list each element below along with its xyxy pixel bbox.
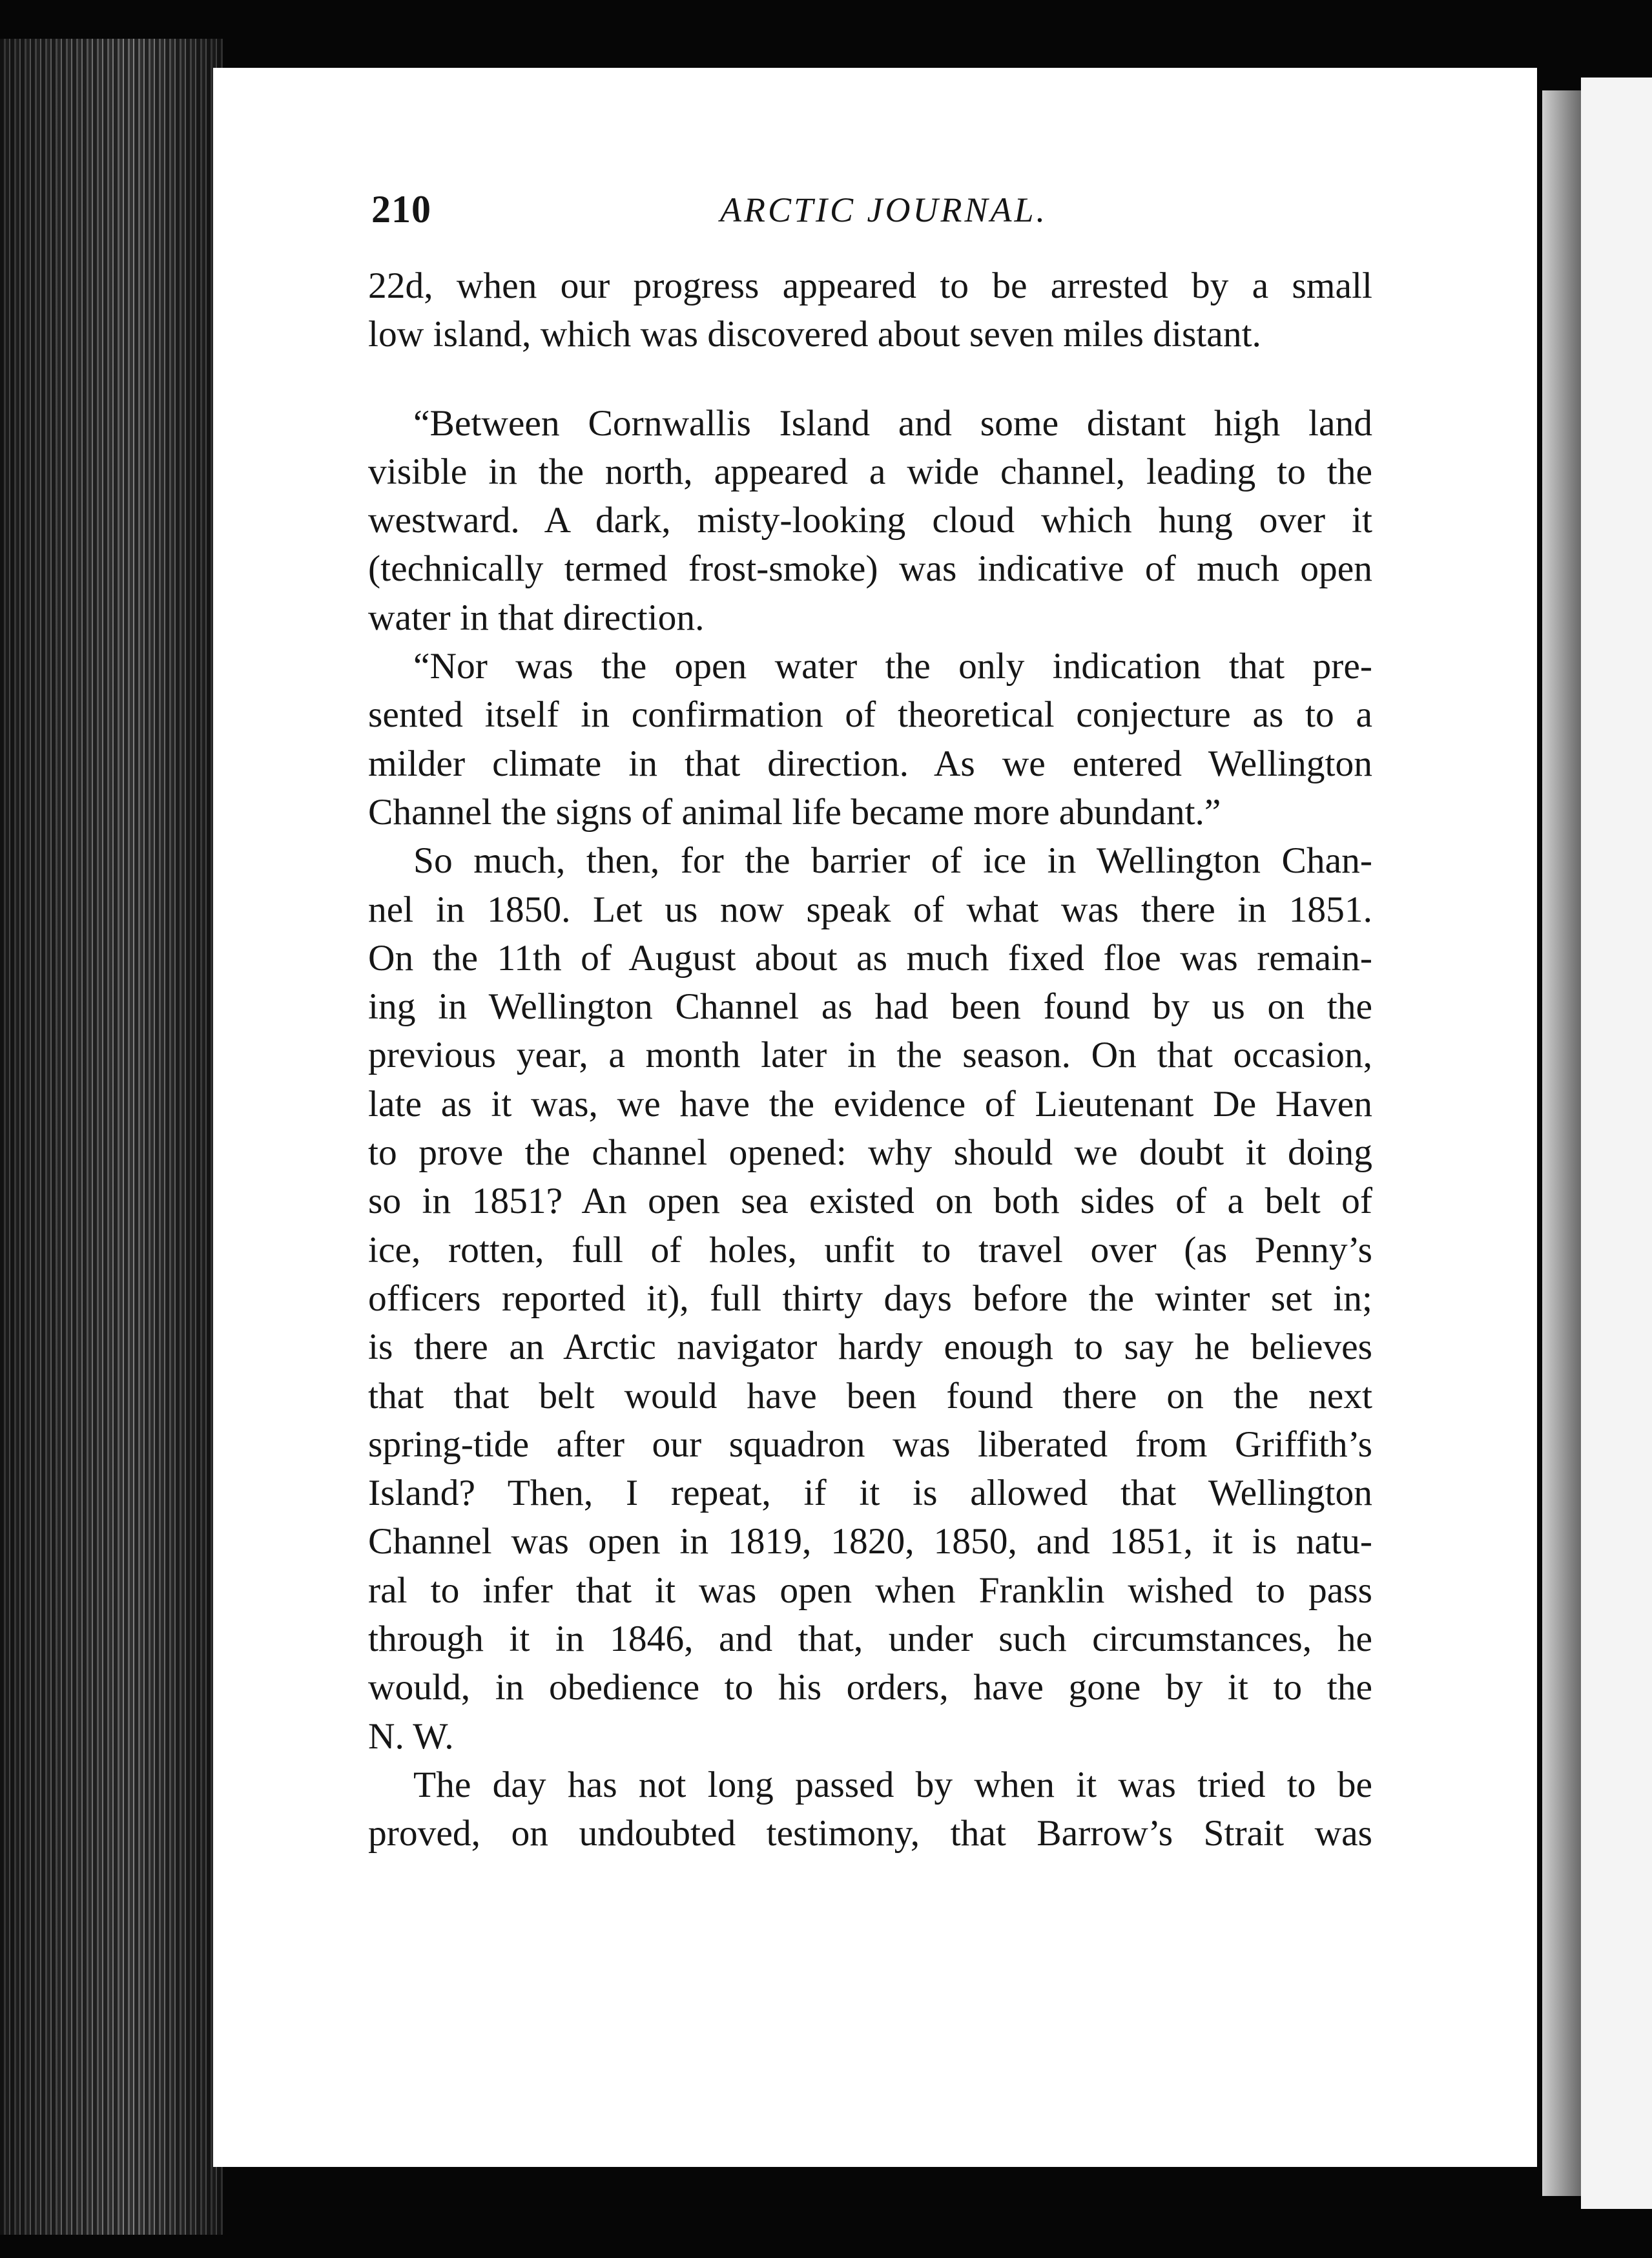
text-line: nel in 1850. Let us now speak of what was there in 1851. — [368, 889, 1372, 930]
running-head: ARCTIC JOURNAL. — [720, 191, 1048, 229]
book-page — [213, 68, 1537, 2167]
paragraph — [368, 399, 1372, 642]
text-line: On the 11th of August about as much fixed floe was remain- — [368, 937, 1372, 979]
text-line: 22d, when our progress appeared to be arrested by a small — [368, 265, 1372, 306]
text-line: “Between Cornwallis Island and some distant high land — [413, 402, 1372, 444]
text-line: through it in 1846, and that, under such circumstances, he — [368, 1619, 1372, 1660]
text-line: Channel was open in 1819, 1820, 1850, and 1851, it is natu- — [368, 1521, 1372, 1562]
text-line: would, in obedience to his orders, have gone by it to the — [368, 1667, 1372, 1708]
text-line: visible in the north, appeared a wide channel, leading to the — [368, 451, 1372, 492]
paragraph — [368, 836, 1372, 1761]
paragraph — [368, 642, 1372, 836]
text-line: (technically termed frost-smoke) was indicative of much open — [368, 548, 1372, 590]
text-line: “Nor was the open water the only indication that pre- — [413, 646, 1372, 687]
text-line: Channel the signs of animal life became more abundant.” — [368, 791, 1221, 833]
text-line: ral to infer that it was open when Franklin wished to pass — [368, 1569, 1372, 1611]
text-line: to prove the channel opened: why should we doubt it doing — [368, 1132, 1372, 1174]
paragraph — [368, 1761, 1372, 1858]
text-line: water in that direction. — [368, 597, 705, 638]
text-line: westward. A dark, misty-looking cloud which hung over it — [368, 500, 1372, 541]
text-line: spring-tide after our squadron was liberated from Griffith’s — [368, 1424, 1372, 1465]
paragraph — [368, 262, 1372, 359]
text-line: late as it was, we have the evidence of Lieutenant De Haven — [368, 1083, 1372, 1124]
text-line: The day has not long passed by when it was tried to be — [413, 1764, 1372, 1805]
text-line: sented itself in confirmation of theoretical conjecture as to a — [368, 694, 1372, 736]
page-number: 210 — [371, 188, 431, 231]
text-line: N. W. — [368, 1715, 454, 1757]
text-line: ing in Wellington Channel as had been found by us on the — [368, 986, 1372, 1028]
text-line: previous year, a month later in the season. On that occasion, — [368, 1035, 1372, 1076]
text-line: that that belt would have been found there on the next — [368, 1375, 1372, 1416]
body-text — [368, 262, 1372, 1858]
text-line: low island, which was discovered about seven miles distant. — [368, 314, 1261, 355]
text-line: milder climate in that direction. As we entered Wellington — [368, 743, 1372, 784]
text-line: proved, on undoubted testimony, that Barrow’s Strait was — [368, 1813, 1372, 1854]
text-line: Island? Then, I repeat, if it is allowed that Wellington — [368, 1473, 1372, 1514]
text-line: ice, rotten, full of holes, unfit to travel over (as Penny’s — [368, 1229, 1372, 1270]
text-line: is there an Arctic navigator hardy enough to say he believes — [368, 1327, 1372, 1368]
next-page-edge — [1581, 78, 1652, 2209]
page-header — [371, 187, 1282, 245]
gutter-shadow — [1542, 90, 1581, 2196]
spine-shadow — [0, 39, 223, 2235]
text-line: officers reported it), full thirty days before the winter set in; — [368, 1278, 1372, 1319]
text-line: So much, then, for the barrier of ice in Wellington Chan- — [413, 840, 1372, 882]
text-line: so in 1851? An open sea existed on both sides of a belt of — [368, 1181, 1372, 1222]
